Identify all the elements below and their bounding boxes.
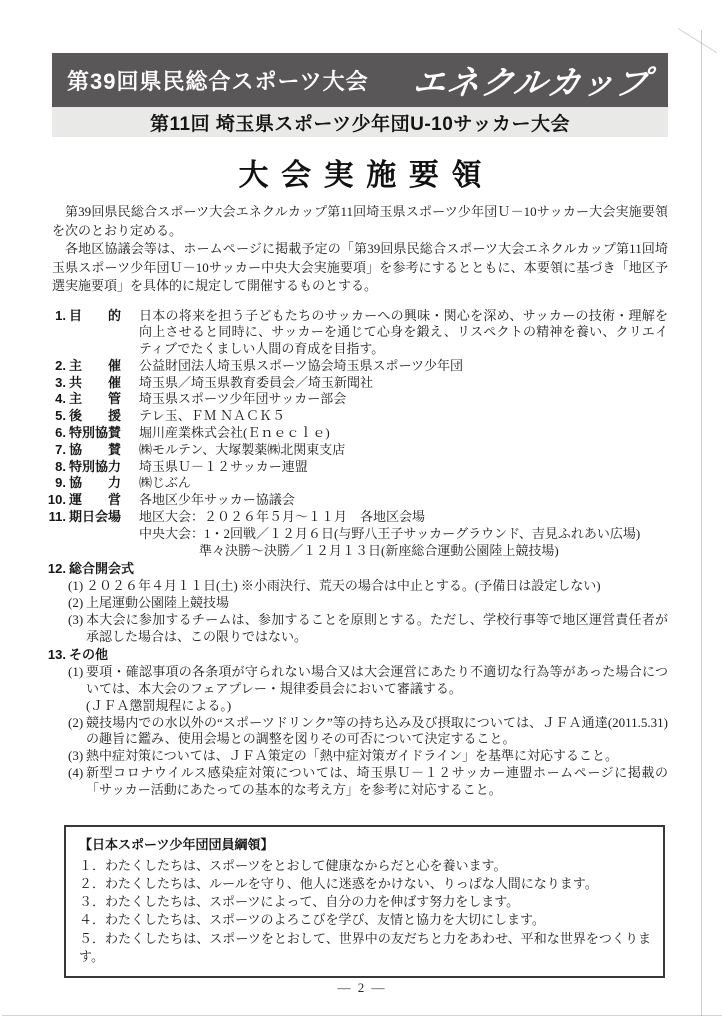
schedule-line: 地区大会：２０２６年５月～１１月 各地区会場 [139,509,426,525]
item-number: 6. [55,425,66,441]
item-label: 共 催 [69,374,122,390]
sub-item-marker: (4) [68,765,84,781]
sub-item-text: 競技場内での水以外の“スポーツドリンク”等の持ち込み及び摂取については、ＪＦＡ通達(2011.5.31)の趣旨に鑑み、使用会場との調整を図りその可否について決定すること。 [86,714,668,747]
sub-item-marker: (1) [68,664,84,680]
item-label: 後 援 [69,408,122,424]
item-number: 5. [55,408,66,424]
item-label: 協 力 [69,475,122,491]
others-sublist [68,664,668,798]
list-item-schedule [46,509,668,559]
intro-paragraph: 各地区協議会等は、ホームページに掲載予定の「第39回県民総合スポーツ大会エネクルカップ第11回埼玉県スポーツ少年団Ｕ－10サッカー中央大会実施要項」を参考にするとともに、本要領に基づき「地区予選実施要項」を具体的に規定して開催するものとする。 [52,241,668,293]
sub-item-marker: (2) [68,595,84,611]
opening-ceremony-sublist [68,578,668,645]
list-item [46,475,668,492]
item-number: 9. [55,475,66,491]
item-number: 12. [47,561,66,577]
creed-item: ２．わたくしたちは、ルールを守り、他人に迷惑をかけない、りっぱな人間になります。 [79,876,598,892]
creed-box [64,825,665,978]
item-content: 公益財団法人埼玉県スポーツ協会埼玉県スポーツ少年団 [139,357,463,373]
creed-item: １．わたくしたちは、スポーツをとおして健康なからだと心を養います。 [79,857,507,873]
list-item [46,442,668,459]
sub-item [68,715,668,749]
creed-item: ４．わたくしたちは、スポーツのよろこびを学び、友情と協力を大切にします。 [79,912,545,928]
item-label: 運 営 [69,492,122,508]
document-title: 大会実施要領 [238,159,495,192]
sub-item [68,664,668,714]
sub-item-line: 要項・確認事項の各条項が守られない場合又は大会運営にあたり不適切な行為等があった場合については、本大会のフェアプレー・規律委員会において審議する。 [86,664,668,697]
creed-item: ３．わたくしたちは、スポーツによって、自分の力を伸ばす努力をします。 [79,894,520,910]
sub-item [68,578,668,595]
creed-item: ５．わたくしたちは、スポーツをとおして、世界中の友だちと力をあわせ、平和な世界をつくります。 [79,930,651,964]
list-item [46,375,668,392]
sub-item-text: 新型コロナウイルス感染症対策については、埼玉県Ｕ－１２サッカー連盟ホームページに掲載の「サッカー活動にあたっての基本的な考え方」を参考に対応すること。 [86,765,668,797]
sub-item-marker: (3) [68,611,84,627]
sub-item-text: 熱中症対策については、ＪＦＡ策定の「熱中症対策ガイドライン」を基準に対応すること。 [86,748,618,764]
sub-item-text: 上尾運動公園陸上競技場 [86,595,230,611]
item-label: その他 [69,647,109,663]
item-number: 4. [55,391,66,407]
creed-heading: 【日本スポーツ少年団団員綱領】 [79,836,274,852]
schedule-line: 準々決勝～決勝／１２月１３日(新座総合運動公園陸上競技場) [199,542,559,558]
item-number: 3. [55,374,66,390]
item-content: 日本の将来を担う子どもたちのサッカーへの興味・関心を深め、サッカーの技術・理解を向上させると同時に、サッカーを通じて心身を鍛え、リスペクトの精神を養い、クリエイティブでたくましい人間の育成を目指す。 [139,307,668,357]
item-number: 8. [55,458,66,474]
item-label: 主 催 [69,357,122,373]
item-number: 11. [48,509,66,525]
scan-edge-right [701,30,702,1016]
item-content: 各地区少年サッカー協議会 [139,492,295,508]
item-label: 協 賛 [69,441,122,457]
list-item [46,408,668,425]
item-content [139,509,668,559]
event-title: 第39回県民総合スポーツ大会 [67,68,369,94]
provisions-list [46,308,668,799]
list-item [46,425,668,442]
item-label: 目 的 [69,307,122,323]
sub-item-text: ２０２６年４月１１日(土) ※小雨決行、荒天の場合は中止とする。(予備日は設定しない) [86,578,601,594]
item-number: 7. [55,441,66,457]
sub-item [68,765,668,799]
list-item [46,391,668,408]
sub-item [68,748,668,765]
list-item-opening-ceremony [46,561,668,578]
list-item [46,308,668,358]
sub-item-text: 本大会に参加するチームは、参加することを原則とする。ただし、学校行事等で地区運営責任者が承認した場合は、この限りではない。 [86,611,668,644]
tournament-title: 第11回 埼玉県スポーツ少年団U-10サッカー大会 [150,113,570,135]
list-item [46,459,668,476]
sub-item-marker: (1) [68,578,84,594]
sub-item-text [86,664,668,714]
item-number: 13. [47,647,66,663]
schedule-line: 中央大会：1・2回戦／１２月６日(与野八王子サッカーグラウンド、吉見ふれあい広場) [139,525,641,541]
item-label: 総合開会式 [69,561,135,577]
item-content: 埼玉県Ｕ－１２サッカー連盟 [139,458,308,474]
page-number: — 2 — [337,980,387,995]
sub-item [68,595,668,612]
scan-edge-bottom [2,1015,722,1016]
list-item [46,358,668,375]
item-label: 特別協賛 [69,425,122,441]
sub-item-marker: (3) [68,748,84,764]
item-number: 10. [47,492,66,508]
item-content: テレ玉、ＦＭ ＮＡＣＫ５ [139,408,285,424]
item-content: 堀川産業株式会社(Ｅｎｅｃｌｅ) [139,425,330,441]
event-banner [52,53,668,107]
sub-item-marker: (2) [68,714,84,730]
item-label: 期日会場 [69,509,122,525]
brand-logo-text: エネクルカップ [410,63,653,101]
sub-item [68,612,668,646]
tournament-banner [52,107,668,137]
item-content: ㈱じぶん [139,475,192,491]
list-item [46,492,668,509]
item-content: ㈱モルテン、大塚製薬㈱北関東支店 [139,441,346,457]
item-label: 主 管 [69,391,122,407]
item-number: 2. [55,357,66,373]
intro-paragraph: 第39回県民総合スポーツ大会エネクルカップ第11回埼玉県スポーツ少年団Ｕ－10サッカー大会実施要領を次のとおり定める。 [52,204,668,238]
sub-item-line: (ＪＦＡ懲罰規程による。) [86,697,232,713]
list-item-others [46,647,668,664]
item-number: 1. [55,307,66,323]
item-content: 埼玉県スポーツ少年団サッカー部会 [139,391,347,407]
item-label: 特別協力 [69,458,122,474]
item-content: 埼玉県／埼玉県教育委員会／埼玉新聞社 [139,374,374,390]
intro-section [52,203,668,296]
